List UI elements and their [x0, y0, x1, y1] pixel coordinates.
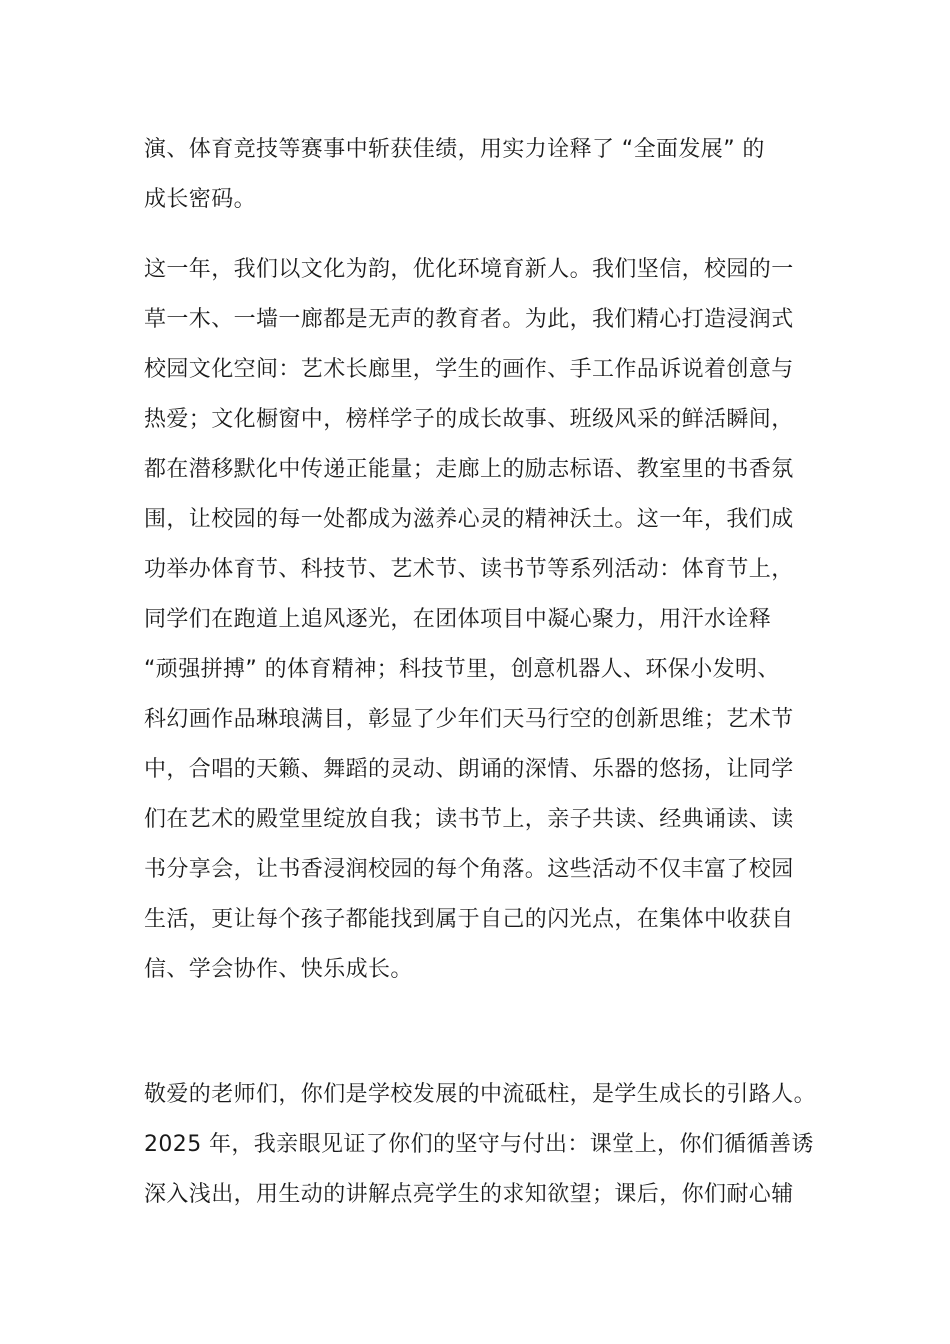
paragraph-campus-culture: [144, 245, 824, 995]
text-line: 科幻画作品琳琅满目，彰显了少年们天马行空的创新思维；艺术节: [144, 707, 794, 732]
text-line: 成长密码。: [144, 187, 257, 212]
paragraph-teachers: [144, 1070, 824, 1220]
text-line: 中，合唱的天籁、舞蹈的灵动、朗诵的深情、乐器的悠扬，让同学: [144, 757, 794, 782]
text-line: 草一木、一墙一廊都是无声的教育者。为此，我们精心打造浸润式: [144, 307, 794, 332]
text-line: 书分享会，让书香浸润校园的每个角落。这些活动不仅丰富了校园: [144, 857, 794, 882]
text-line: 都在潜移默化中传递正能量；走廊上的励志标语、教室里的书香氛: [144, 457, 794, 482]
text-line: 2025 年，我亲眼见证了你们的坚守与付出：课堂上，你们循循善诱: [144, 1132, 814, 1157]
text-line: 这一年，我们以文化为韵，优化环境育新人。我们坚信，校园的一: [144, 257, 794, 282]
text-line: 深入浅出，用生动的讲解点亮学生的求知欲望；课后，你们耐心辅: [144, 1182, 794, 1207]
text-line: 围，让校园的每一处都成为滋养心灵的精神沃土。这一年，我们成: [144, 507, 794, 532]
text-line: 热爱；文化橱窗中，榜样学子的成长故事、班级风采的鲜活瞬间，: [144, 407, 794, 432]
text-line: “顽强拼搏” 的体育精神；科技节里，创意机器人、环保小发明、: [144, 657, 780, 682]
text-line: 敬爱的老师们，你们是学校发展的中流砥柱，是学生成长的引路人。: [144, 1082, 817, 1107]
text-line: 功举办体育节、科技节、艺术节、读书节等系列活动：体育节上，: [144, 557, 794, 582]
text-line: 信、学会协作、快乐成长。: [144, 957, 413, 982]
text-line: 同学们在跑道上追风逐光，在团体项目中凝心聚力，用汗水诠释: [144, 607, 772, 632]
text-line: 生活，更让每个孩子都能找到属于自己的闪光点，在集体中收获自: [144, 907, 794, 932]
text-line: 们在艺术的殿堂里绽放自我；读书节上，亲子共读、经典诵读、读: [144, 807, 794, 832]
text-line: 校园文化空间：艺术长廊里，学生的画作、手工作品诉说着创意与: [144, 357, 794, 382]
text-line: 演、体育竞技等赛事中斩获佳绩，用实力诠释了 “全面发展” 的: [144, 137, 765, 162]
paragraph-achievements: [144, 125, 824, 225]
